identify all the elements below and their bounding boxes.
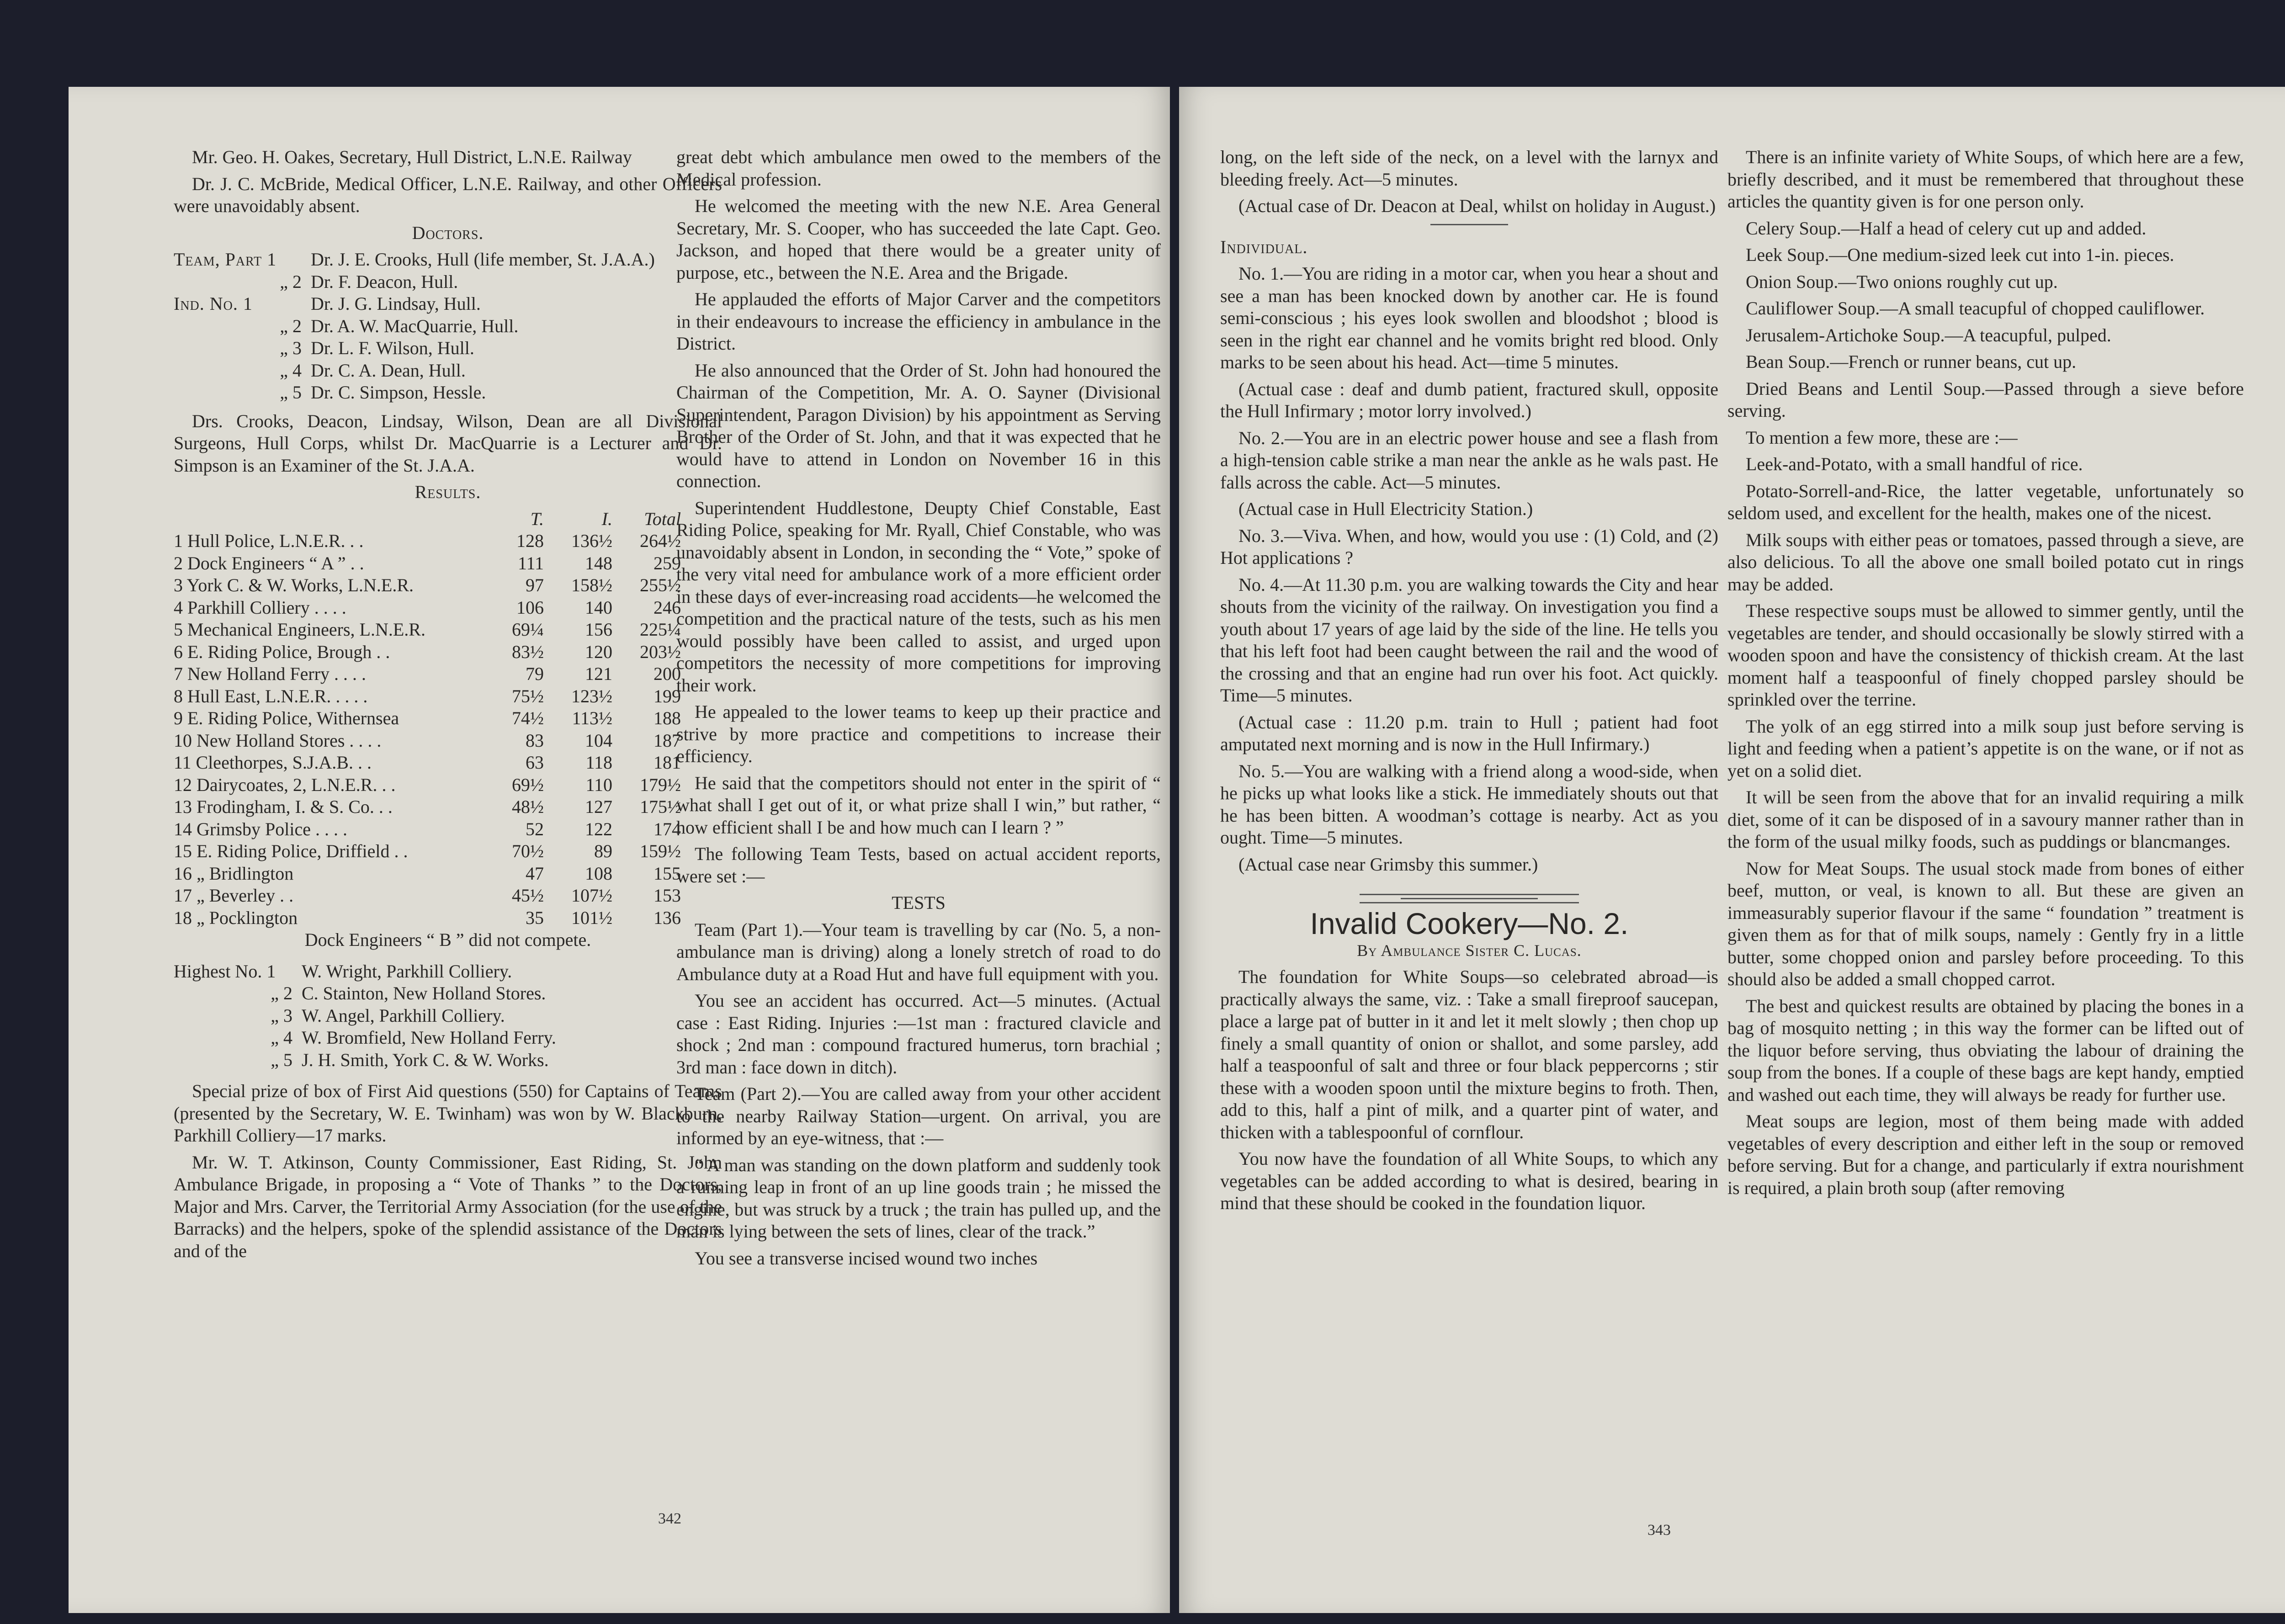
- doctor-row: Ind. No. 1 Dr. J. G. Lindsay, Hull.: [174, 293, 481, 314]
- results-cell-i: 113½: [572, 708, 612, 728]
- results-cell-total: 259: [654, 552, 681, 573]
- highest-row: Highest No. 1 W. Wright, Parkhill Colliery.: [174, 961, 512, 982]
- results-cell-name: 15 E. Riding Police, Driffield . .: [174, 841, 408, 861]
- soup-para: Leek Soup.—One medium-sized leek cut into 1-in. pieces.: [1746, 244, 2174, 265]
- body-para: He said that the competitors should not enter in the spirit of “ what shall I get out of it, or what prize shall I win,” but rather, “ how efficient shall I be and how much can I learn ? ”: [676, 772, 1161, 838]
- body-para: (Actual case of Dr. Deacon at Deal, whilst on holiday in August.): [1238, 196, 1716, 216]
- page-number: 343: [1647, 1522, 1671, 1539]
- results-cell-i: 156: [585, 619, 612, 640]
- soup-para: Potato-Sorrell-and-Rice, the latter vegetable, unfortunately so seldom used, and excellent for the health, makes one of the nicest.: [1727, 480, 2244, 523]
- left-column-1: [174, 146, 722, 1267]
- results-cell-i: 127: [585, 796, 612, 817]
- test-para: You see a transverse incised wound two inches: [695, 1247, 1038, 1268]
- individual-para: (Actual case : 11.20 p.m. train to Hull ; patient had foot amputated next morning and is now in the Hull Infirmary.): [1220, 711, 1718, 754]
- results-cell-i: 123½: [571, 685, 612, 706]
- results-cell-name: 18 „ Pocklington: [174, 907, 298, 928]
- results-row: [174, 574, 722, 597]
- results-cell-t: 52: [526, 818, 544, 839]
- byline: By Ambulance Sister C. Lucas.: [1357, 941, 1582, 960]
- results-cell-t: 128: [516, 531, 544, 551]
- results-cell-t: 106: [516, 597, 544, 618]
- individual-para: (Actual case near Grimsby this summer.): [1238, 854, 1538, 875]
- soup-paras: [1727, 146, 2244, 1199]
- results-row: [174, 840, 722, 863]
- results-cell-i: 89: [594, 841, 612, 861]
- soup-para: Leek-and-Potato, with a small handful of rice.: [1746, 454, 2083, 474]
- results-table: [174, 508, 722, 929]
- page-number: 342: [658, 1510, 681, 1527]
- results-cell-i: 136½: [571, 531, 612, 551]
- soup-para: The best and quickest results are obtained by placing the bones in a bag of mosquito netting ; in this way the former can be lifted out of the liquor before serving, thus obviating the labour of draining the soup from the bones. If a couple of these bags are kept handy, emptied and washed out each time, they will always be ready for further use.: [1727, 995, 2244, 1105]
- individual-para: No. 5.—You are walking with a friend along a wood-side, when he picks up what looks like a stick. He immediately shouts out that he has been bitten. A woodman’s cottage is nearby. Act as you ought. Time—5 minutes.: [1220, 760, 1718, 848]
- results-row: [174, 796, 722, 818]
- soup-para: Dried Beans and Lentil Soup.—Passed through a sieve before serving.: [1727, 378, 2244, 421]
- results-cell-t: 45½: [512, 885, 544, 906]
- results-cell-name: 1 Hull Police, L.N.E.R. . .: [174, 531, 364, 551]
- doctor-row: „ 3 Dr. L. F. Wilson, Hull.: [280, 338, 474, 358]
- results-cell-total: 159½: [640, 841, 681, 861]
- intro-para: Mr. Geo. H. Oakes, Secretary, Hull District, L.N.E. Railway: [192, 147, 632, 167]
- results-row: [174, 752, 722, 774]
- results-cell-i: 158½: [571, 575, 612, 595]
- body-para: long, on the left side of the neck, on a level with the larnyx and bleeding freely. Act—5 minutes.: [1220, 147, 1718, 190]
- individual-para: No. 1.—You are riding in a motor car, when you hear a shout and see a man has been knocked down by another car. He is found semi-conscious ; his eyes look swollen and bloodshot ; blood is seen in the right ear channel and he vomits bright red blood. Only marks to be seen about his head. Act—time 5 minutes.: [1220, 263, 1718, 372]
- highest-row: „ 2 C. Stainton, New Holland Stores.: [271, 983, 546, 1003]
- results-cell-name: 14 Grimsby Police . . . .: [174, 818, 347, 839]
- soup-para: Onion Soup.—Two onions roughly cut up.: [1746, 271, 2058, 292]
- results-cell-total: 175½: [640, 796, 681, 817]
- soup-para: Celery Soup.—Half a head of celery cut up and added.: [1746, 218, 2147, 239]
- results-cell-total: 181: [654, 752, 681, 773]
- results-row: [174, 885, 722, 907]
- results-cell-total: 225¼: [640, 619, 681, 640]
- doctor-row: „ 2 Dr. A. W. MacQuarrie, Hull.: [280, 315, 519, 336]
- doctors-note: Drs. Crooks, Deacon, Lindsay, Wilson, Dean are all Divisional Surgeons, Hull Corps, whilst Dr. MacQuarrie is a Lecturer and Dr. Simpson is an Examiner of the St. J.A.A.: [174, 410, 722, 476]
- individual-para: (Actual case : deaf and dumb patient, fractured skull, opposite the Hull Infirmary ; motor lorry involved.): [1220, 378, 1718, 421]
- highest-row: „ 5 J. H. Smith, York C. & W. Works.: [271, 1049, 549, 1070]
- right-column-2: [1727, 146, 2244, 1204]
- results-row: [174, 597, 722, 619]
- right-page: [1179, 87, 2285, 1613]
- results-cell-total: 246: [654, 597, 681, 618]
- results-cell-total: 174: [654, 818, 681, 839]
- results-cell-total: 255½: [640, 575, 681, 595]
- article-para: The foundation for White Soups—so celebrated abroad—is practically always the same, viz. : Take a small fireproof saucepan, place a large pat of butter in it and let it melt slowly ; then chop up finely a small quantity of onion or shallot, and some parsley, add half a teaspoonful of salt and three or four black peppercorns ; stir these with a wooden spoon until the mixture begins to froth. Then, add to this, half a pint of milk, and a quarter pint of water, and thicken with a tablespoonful of cornflour.: [1220, 966, 1718, 1142]
- results-cell-t: 69¼: [512, 619, 544, 640]
- soup-para: The yolk of an egg stirred into a milk soup just before serving is light and feeding when a patient’s appetite is on the wane, or if not as yet on a solid diet.: [1727, 716, 2244, 781]
- results-cell-i: 104: [585, 730, 612, 751]
- left-page: [69, 87, 1170, 1613]
- doctors-list: [174, 249, 722, 404]
- results-cell-t: 63: [526, 752, 544, 773]
- results-row: [174, 774, 722, 796]
- doctor-row: „ 5 Dr. C. Simpson, Hessle.: [280, 382, 486, 403]
- results-cell-i: 110: [585, 774, 612, 795]
- results-cell-t: 111: [517, 552, 544, 573]
- results-cell-name: 9 E. Riding Police, Withernsea: [174, 708, 399, 728]
- body-para: He welcomed the meeting with the new N.E. Area General Secretary, Mr. S. Cooper, who has succeeded the late Capt. Geo. Jackson, and hoped that there would be a greater unity of purpose, etc., between the N.E. Area and the Brigade.: [676, 196, 1161, 283]
- results-cell-total: 264½: [640, 531, 681, 551]
- results-row: [174, 730, 722, 752]
- doctor-row: Team, Part 1 Dr. J. E. Crooks, Hull (life member, St. J.A.A.): [174, 249, 655, 270]
- soup-para: Bean Soup.—French or runner beans, cut up.: [1746, 351, 2077, 372]
- results-cell-total: 203½: [640, 641, 681, 662]
- results-cell-i: 120: [585, 641, 612, 662]
- results-cell-t: 83½: [512, 641, 544, 662]
- test-para: “ A man was standing on the down platform and suddenly took a running leap in front of an up line goods train ; he missed the engine, but was struck by a truck ; the train has pulled up, and the man is lying between the sets of lines, clear of the track.”: [676, 1154, 1161, 1242]
- results-row: [174, 641, 722, 663]
- soup-para: Now for Meat Soups. The usual stock made from bones of either beef, mutton, or veal, is known to all. But these are given an immeasurably superior flavour if the same “ foundation ” treatment is given them as for that of milk soups, namely : Gently fry in a little butter, some chopped onion and parsley before proceeding. To this should also be added a small chopped carrot.: [1727, 858, 2244, 989]
- results-cell-t: 83: [526, 730, 544, 751]
- body-para: great debt which ambulance men owed to the members of the Medical profession.: [676, 147, 1161, 190]
- highest-row: „ 3 W. Angel, Parkhill Colliery.: [271, 1005, 505, 1026]
- soup-para: Milk soups with either peas or tomatoes, passed through a sieve, are also delicious. To all the above one small boiled potato cut in rings may be added.: [1727, 529, 2244, 594]
- results-cell-name: 2 Dock Engineers “ A ” . .: [174, 552, 364, 573]
- individual-heading: Individual.: [1220, 236, 1308, 257]
- highest-list: [174, 961, 722, 1072]
- intro-para: Dr. J. C. McBride, Medical Officer, L.N.E. Railway, and other Officers were unavoidably absent.: [174, 173, 722, 216]
- results-note: Dock Engineers “ B ” did not compete.: [304, 929, 591, 950]
- results-cell-t: 47: [526, 863, 544, 884]
- results-cell-t: 70½: [512, 841, 544, 861]
- soup-para: It will be seen from the above that for an invalid requiring a milk diet, some of it can be disposed of in a savoury manner rather than in the form of the usual milky foods, such as puddings or blancmanges.: [1727, 787, 2244, 852]
- results-row: [174, 619, 722, 641]
- results-row: [174, 907, 722, 929]
- results-cell-name: 11 Cleethorpes, S.J.A.B. . .: [174, 752, 372, 773]
- results-row: [174, 685, 722, 708]
- right-column-1: [1220, 146, 1718, 1219]
- soup-para: Meat soups are legion, most of them being made with added vegetables of every description and either left in the soup or removed before serving. But for a change, and particularly if extra nourishment is required, a plain broth soup (after removing: [1727, 1111, 2244, 1198]
- article-para: You now have the foundation of all White Soups, to which any vegetables can be added according to what is desired, bearing in mind that these should be cooked in the foundation liquor.: [1220, 1148, 1718, 1213]
- soup-para: Jerusalem-Artichoke Soup.—A teacupful, pulped.: [1746, 324, 2111, 345]
- results-cell-t: 79: [526, 663, 544, 684]
- results-cell-i: 118: [585, 752, 612, 773]
- results-row: [174, 530, 722, 552]
- results-cell-i: 122: [585, 818, 612, 839]
- ornamental-rule: [1360, 894, 1579, 903]
- article-title: Invalid Cookery—No. 2.: [1310, 907, 1629, 940]
- highest-row: „ 4 W. Bromfield, New Holland Ferry.: [271, 1027, 556, 1048]
- body-para: The following Team Tests, based on actual accident reports, were set :—: [676, 844, 1161, 886]
- soup-para: These respective soups must be allowed to simmer gently, until the vegetables are tender, and should occasionally be slowly stirred with a wooden spoon and have the consistency of thickish cream. At the last moment half a teaspoonful of finely chopped parsley should be sprinkled over the terrine.: [1727, 600, 2244, 710]
- results-row: [174, 552, 722, 575]
- results-cell-i: 148: [585, 552, 612, 573]
- divider: [1430, 224, 1508, 225]
- results-cell-i: 108: [585, 863, 612, 884]
- body-para: He applauded the efforts of Major Carver and the competitors in their endeavours to increase the efficiency in ambulance in the District.: [676, 289, 1161, 354]
- tests-heading: TESTS: [892, 892, 946, 913]
- results-cell-i: 101½: [571, 907, 612, 928]
- results-row: [174, 663, 722, 685]
- doctor-row: „ 2 Dr. F. Deacon, Hull.: [280, 271, 458, 292]
- results-cell-total: 187: [654, 730, 681, 751]
- doctor-row: „ 4 Dr. C. A. Dean, Hull.: [280, 360, 466, 381]
- results-rows: [174, 530, 722, 929]
- results-cell-name: 13 Frodingham, I. & S. Co. . .: [174, 796, 393, 817]
- results-cell-name: 5 Mechanical Engineers, L.N.E.R.: [174, 619, 425, 640]
- body-para: Superintendent Huddlestone, Deupty Chief Constable, East Riding Police, speaking for Mr. Ryall, Chief Constable, who was unavoidably absent in London, in seconding the “ Vote,” spoke of the very vital need for ambulance work of a more efficient order in these days of ever-increasing road accidents—he welcomed the competition and the practical nature of the tests, such as his men would possibly have been called to assist, and urged upon competitors the necessity of more competitions for improving their work.: [676, 497, 1161, 695]
- body-para: Special prize of box of First Aid questions (550) for Captains of Teams (presented by the Secretary, W. E. Twinham) was won by W. Blackburn, Parkhill Colliery—17 marks.: [174, 1081, 722, 1146]
- individual-para: No. 2.—You are in an electric power house and see a flash from a high-tension cable strike a man near the ankle as he wals past. He falls across the cable. Act—5 minutes.: [1220, 427, 1718, 493]
- results-cell-t: 97: [526, 575, 544, 595]
- body-para: He also announced that the Order of St. John had honoured the Chairman of the Competition, Mr. A. O. Sayner (Divisional Superintendent, Paragon Division) by his appointment as Serving Brother of the Order of St. John, and that it was expected that he would have to attend in London on November 16 in this connection.: [676, 360, 1161, 491]
- results-cell-total: 153: [654, 885, 681, 906]
- results-heading: Results.: [414, 482, 481, 502]
- results-cell-name: 16 „ Bridlington: [174, 863, 294, 884]
- results-cell-name: 8 Hull East, L.N.E.R. . . . .: [174, 685, 368, 706]
- results-cell-total: 200: [654, 663, 681, 684]
- results-cell-i: 107½: [571, 885, 612, 906]
- results-cell-i: 140: [585, 597, 612, 618]
- results-row: [174, 707, 722, 730]
- results-cell-t: 69½: [512, 774, 544, 795]
- results-cell-name: 10 New Holland Stores . . . .: [174, 730, 382, 751]
- test-para: Team (Part 1).—Your team is travelling by car (No. 5, a non-ambulance man is driving) along a lonely stretch of road to do Ambulance duty at a Road Hut and have full equipment with you.: [676, 919, 1161, 984]
- individual-para: No. 3.—Viva. When, and how, would you use : (1) Cold, and (2) Hot applications ?: [1220, 525, 1718, 568]
- results-row: [174, 818, 722, 841]
- results-cell-name: 3 York C. & W. Works, L.N.E.R.: [174, 575, 414, 595]
- results-cell-t: 74½: [512, 708, 544, 728]
- results-cell-t: 35: [526, 907, 544, 928]
- results-cell-total: 188: [654, 708, 681, 728]
- test-para: Team (Part 2).—You are called away from your other accident to the nearby Railway Station—urgent. On arrival, you are informed by an eye-witness, that :—: [676, 1083, 1161, 1148]
- results-row: [174, 863, 722, 885]
- body-para: He appealed to the lower teams to keep up their practice and strive by more practice and competitions to increase their efficiency.: [676, 701, 1161, 766]
- individual-para: No. 4.—At 11.30 p.m. you are walking towards the City and hear shouts from the vicinity of the railway. On investigation you find a youth about 17 years of age laid by the side of the line. He tells you that his left foot had been caught between the rail and the wood of the crossing and that an engine had run over his foot. Act quickly. Time—5 minutes.: [1220, 574, 1718, 706]
- results-cell-total: 179½: [640, 774, 681, 795]
- results-cell-name: 17 „ Beverley . .: [174, 885, 294, 906]
- results-cell-total: 199: [654, 685, 681, 706]
- doctors-heading: Doctors.: [412, 222, 484, 243]
- results-cell-total: 155: [654, 863, 681, 884]
- body-para: Mr. W. T. Atkinson, County Commissioner, East Riding, St. John Ambulance Brigade, in proposing a “ Vote of Thanks ” to the Doctors, Major and Mrs. Carver, the Territorial Army Association (for the use of the Barracks) and the helpers, spoke of the splendid assistance of the Doctors and of the: [174, 1152, 722, 1261]
- results-header-row: T. I. Total: [530, 508, 681, 529]
- soup-para: Cauliflower Soup.—A small teacupful of chopped cauliflower.: [1746, 298, 2205, 318]
- results-cell-name: 7 New Holland Ferry . . . .: [174, 663, 367, 684]
- results-cell-total: 136: [654, 907, 681, 928]
- individual-para: (Actual case in Hull Electricity Station.): [1238, 499, 1533, 519]
- test-para: You see an accident has occurred. Act—5 minutes. (Actual case : East Riding. Injuries :—1st man : fractured clavicle and shock ; 2nd man : compound fractured humerus, torn brachial ; 3rd man : face down in ditch).: [676, 990, 1161, 1077]
- soup-para: To mention a few more, these are :—: [1746, 427, 2018, 448]
- results-cell-name: 6 E. Riding Police, Brough . .: [174, 641, 390, 662]
- results-cell-t: 48½: [512, 796, 544, 817]
- results-cell-i: 121: [585, 663, 612, 684]
- results-cell-name: 12 Dairycoates, 2, L.N.E.R. . .: [174, 774, 396, 795]
- soup-para: There is an infinite variety of White Soups, of which here are a few, briefly described, and it must be remembered that throughout these articles the quantity given is for one person only.: [1727, 147, 2244, 212]
- results-cell-t: 75½: [512, 685, 544, 706]
- results-cell-name: 4 Parkhill Colliery . . . .: [174, 597, 346, 618]
- left-column-2: [676, 146, 1161, 1274]
